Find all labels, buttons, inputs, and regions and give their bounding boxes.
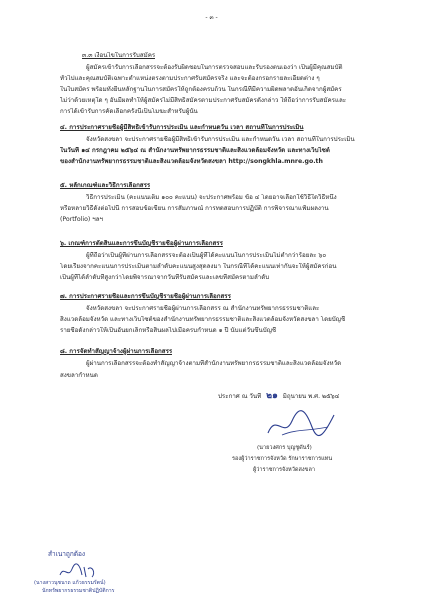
announce-date [218,393,339,400]
signer-title-1: รองผู้ว่าราชการจังหวัด รักษาราชการแทน [232,456,333,462]
s4-line-2: ในวันที่ ๑๔ กรกฎาคม ๒๕๖๔ ณ สำนักงานทรัพยากรธรรมชาติและสิ่งแวดล้อมจังหวัด และทางเว็บไซต์ [60,147,330,154]
s6-line-3: เป็นผู้ที่ได้ลำดับที่สูงกว่าโดยพิจารณาจากวันที่รับสมัครและเลขที่สมัครตามลำดับ [60,274,270,281]
s4-line-3: ของสำนักงานทรัพยากรธรรมชาติและสิ่งแวดล้อมจังหวัดสงขลา http://songkhla.mnre.go.th [60,158,323,165]
s5-line-2: หรือหลายวิธีดังต่อไปนี้ การสอบข้อเขียน การสัมภาษณ์ การทดสอบการปฏิบัติ การพิจารณาแฟ้มผลงาน [60,205,329,212]
announce-date-prefix: ประกาศ ณ วันที่ [218,393,262,400]
section-5-heading: ๕. หลักเกณฑ์และวิธีการเลือกสรร [60,182,151,189]
certified-label: สำเนาถูกต้อง [48,550,86,558]
section-6-heading: ๖. เกณฑ์การตัดสินและการขึ้นบัญชีรายชื่อผู้ผ่านการเลือกสรร [60,240,223,247]
section-8-heading: ๘. การจัดทำสัญญาจ้างผู้ผ่านการเลือกสรร [60,348,173,355]
s8-line-2: สงขลากำหนด [60,372,98,379]
certifier-title: นักทรัพยากรธรรมชาติปฏิบัติการ [42,588,115,594]
signer-name: (นายวงศกร บุญชูดันร์) [257,445,312,451]
s7-line-1: จังหวัดสงขลา จะประกาศรายชื่อผู้ผ่านการเลือกสรร ณ สำนักงานทรัพยากรธรรมชาติและ [86,305,320,312]
announce-day-handwritten: ๒๑ [266,393,278,400]
s3-line-3: ในใบสมัคร พร้อมทั้งยื่นหลักฐานในการสมัครให้ถูกต้องครบถ้วน ในกรณีที่มีความผิดพลาดอันเกิดจากผู้สมัคร [60,86,342,93]
s7-line-3: รายชื่อดังกล่าวให้เป็นอันยกเลิกหรือสิ้นผลไปเมื่อครบกำหนด ๑ ปี นับแต่วันขึ้นบัญชี [60,327,277,334]
s3-line-1: ผู้สมัครเข้ารับการเลือกสรรจะต้องรับผิดชอบในการตรวจสอบและรับรองตนเองว่า เป็นผู้มีคุณสมบัติ [86,64,343,71]
section-3-3-title: ๓.๓ เงื่อนไขในการรับสมัคร [82,52,156,59]
page-number: - ๓ - [205,14,218,21]
s6-line-2: โดยเรียงจากคะแนนการประเมินตามลำดับคะแนนสูงสุดลงมา ในกรณีที่ได้คะแนนเท่ากันจะให้ผู้สมัครก่อน [60,263,337,270]
s4-line-1: จังหวัดสงขลา จะประกาศรายชื่อผู้มีสิทธิเข้ารับการประเมิน และกำหนดวัน เวลา สถานที่ในการประเมิน [86,136,355,143]
signer-signature [262,405,342,443]
s8-line-1: ผู้ผ่านการเลือกสรรจะต้องทำสัญญาจ้างตามที่สำนักงานทรัพยากรธรรมชาติและสิ่งแวดล้อมจังหวัด [86,360,342,367]
section-3-3-heading [82,52,155,59]
section-7-heading: ๗. การประกาศรายชื่อและการขึ้นบัญชีรายชื่อผู้ผ่านการเลือกสรร [60,293,231,300]
section-4-heading: ๔. การประกาศรายชื่อผู้มีสิทธิเข้ารับการประเมิน และกำหนดวัน เวลา สถานที่ในการประเมิน [60,124,304,131]
s5-line-3: (Portfolio) ฯลฯ [60,216,103,223]
certified-copy-stamp [34,550,144,595]
signer-title-2: ผู้ว่าราชการจังหวัดสงขลา [253,467,316,473]
s5-line-1: วิธีการประเมิน (คะแนนเต็ม ๑๐๐ คะแนน) จะประกาศพร้อม ข้อ ๔ โดยอาจเลือกใช้วิธีใดวิธีหนึ่ง [86,194,337,201]
s3-line-4: ไม่ว่าด้วยเหตุใด ๆ อันมีผลทำให้ผู้สมัครไม่มีสิทธิสมัครตามประกาศรับสมัครดังกล่าว ให้ถือว่าการรับสมัครและ [60,97,347,104]
announce-date-suffix: มิถุนายน พ.ศ. ๒๕๖๔ [282,393,340,400]
certifier-name: (นางสาวนุชนาถ แก้วธรรมรัตน์) [34,580,106,586]
s3-line-5: การได้เข้ารับการคัดเลือกครั้งนี้เป็นโมฆะสำหรับผู้นั้น [60,108,198,115]
s6-line-1: ผู้ที่ถือว่าเป็นผู้ที่ผ่านการเลือกสรรจะต้องเป็นผู้ที่ได้คะแนนในการประเมินไม่ต่ำกว่าร้อยละ ๖๐ [86,252,327,259]
s3-line-2: ทั่วไปและคุณสมบัติเฉพาะตำแหน่งตรงตามประกาศรับสมัครจริง และจะต้องกรอกรายละเอียดต่าง ๆ [60,75,320,82]
s7-line-2: สิ่งแวดล้อมจังหวัด และทางเว็บไซต์ของสำนักงานทรัพยากรธรรมชาติและสิ่งแวดล้อมจังหวัดสงขลา โดยบัญชี [60,316,346,323]
